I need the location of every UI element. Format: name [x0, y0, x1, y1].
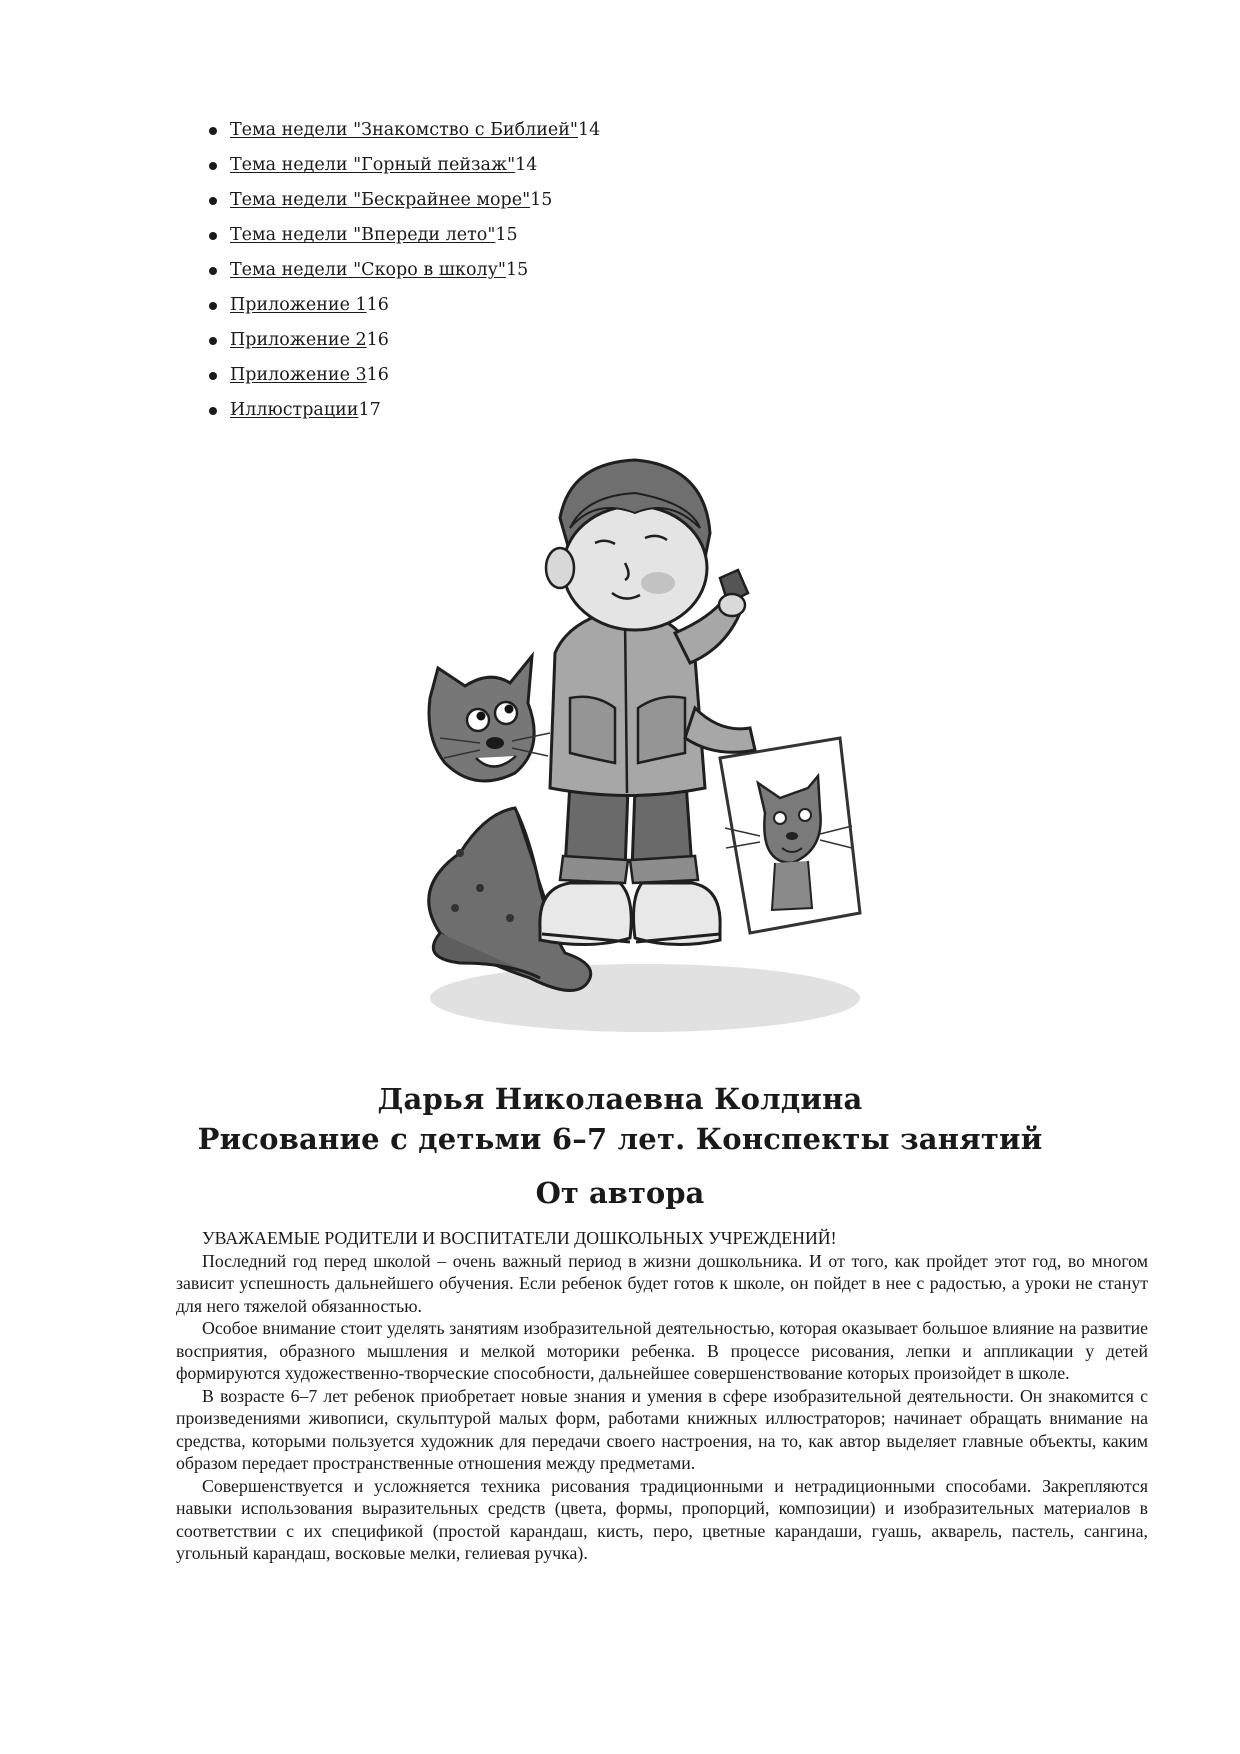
- toc-page-number: 16: [366, 330, 389, 350]
- bullet-icon: [209, 372, 217, 380]
- toc-page-number: 15: [505, 260, 529, 280]
- bullet-icon: [209, 127, 217, 135]
- toc-page-number: 15: [495, 225, 518, 245]
- table-of-contents: [230, 118, 600, 433]
- toc-page-number: 14: [515, 155, 538, 175]
- toc-link[interactable]: Тема недели "Впереди лето": [230, 225, 496, 245]
- toc-link[interactable]: Иллюстрации: [230, 400, 359, 420]
- toc-page-number: 16: [366, 365, 389, 385]
- paragraph: Последний год перед школой – очень важный период в жизни дошкольника. И от того, как пройдет этот год, во многом зависит успешность дальнейшего обучения. Если ребенок будет готов к школе, он пойдет в нее с радостью, а уроки не станут для него тяжелой обязанностью.: [176, 1250, 1148, 1316]
- toc-link[interactable]: Тема недели "Горный пейзаж": [230, 155, 516, 175]
- toc-item: [230, 153, 600, 188]
- toc-link[interactable]: Тема недели "Скоро в школу": [230, 260, 506, 280]
- toc-link[interactable]: Тема недели "Бескрайнее море": [230, 190, 531, 210]
- boy-figure: [540, 460, 755, 945]
- bullet-icon: [209, 267, 217, 275]
- ground-shadow: [430, 964, 860, 1032]
- toc-item: [230, 223, 600, 258]
- author-name: Дарья Николаевна Колдина: [377, 1082, 863, 1116]
- toc-page-number: 14: [577, 120, 601, 140]
- bullet-icon: [209, 162, 217, 170]
- toc-item: [230, 258, 600, 293]
- paragraph: В возрасте 6–7 лет ребенок приобретает новые знания и умения в сфере изобразительной деятельности. Он знакомится с произведениями живописи, скульптурой малых форм, работами книжных иллюстраторов; начинает обращать внимание на средства, которыми пользуется художник для передачи своего настроения, на то, как автор выделяет главные объекты, каким образом передает пространственные отношения между предметами.: [176, 1385, 1148, 1473]
- bullet-icon: [209, 302, 217, 310]
- toc-item: [230, 363, 600, 398]
- toc-link[interactable]: Приложение 1: [230, 295, 367, 315]
- toc-link[interactable]: Приложение 2: [230, 330, 367, 350]
- book-title: Рисование с детьми 6–7 лет. Конспекты занятий: [197, 1122, 1043, 1156]
- paragraph: УВАЖАЕМЫЕ РОДИТЕЛИ И ВОСПИТАТЕЛИ ДОШКОЛЬНЫХ УЧРЕЖДЕНИЙ!: [202, 1228, 837, 1248]
- paragraph: Совершенствуется и усложняется техника рисования традиционными и нетрадиционными способами. Закрепляются навыки использования выразительных средств (цвета, формы, пропорций, композиции) и изобразительных материалов в соответствии с их спецификой (простой карандаш, кисть, перо, цветные карандаши, гуашь, акварель, пастель, сангина, угольный карандаш, восковые мелки, гелиевая ручка).: [176, 1475, 1148, 1563]
- toc-item: [230, 293, 600, 328]
- bullet-icon: [209, 232, 217, 240]
- toc-link[interactable]: Тема недели "Знакомство с Библией": [230, 120, 578, 140]
- foreword-body: [176, 1227, 1148, 1565]
- bullet-icon: [209, 407, 217, 415]
- toc-item: [230, 188, 600, 223]
- toc-link[interactable]: Приложение 3: [230, 365, 367, 385]
- toc-item: [230, 118, 600, 153]
- section-heading: От автора: [535, 1176, 705, 1210]
- cover-illustration: [420, 458, 920, 1050]
- toc-page-number: 17: [358, 400, 381, 420]
- toc-page-number: 16: [366, 295, 389, 315]
- bullet-icon: [209, 197, 217, 205]
- bullet-icon: [209, 337, 217, 345]
- toc-item: [230, 328, 600, 363]
- paragraph: Особое внимание стоит уделять занятиям изобразительной деятельностью, которая оказывает большое влияние на развитие восприятия, образного мышления и мелкой моторики ребенка. В процессе рисования, лепки и аппликации у детей формируются художественно-творческие способности, дальнейшее совершенствование которых произойдет в школе.: [176, 1318, 1148, 1383]
- cat-drawing-sheet: [720, 738, 860, 933]
- toc-page-number: 15: [530, 190, 553, 210]
- toc-item: [230, 398, 600, 433]
